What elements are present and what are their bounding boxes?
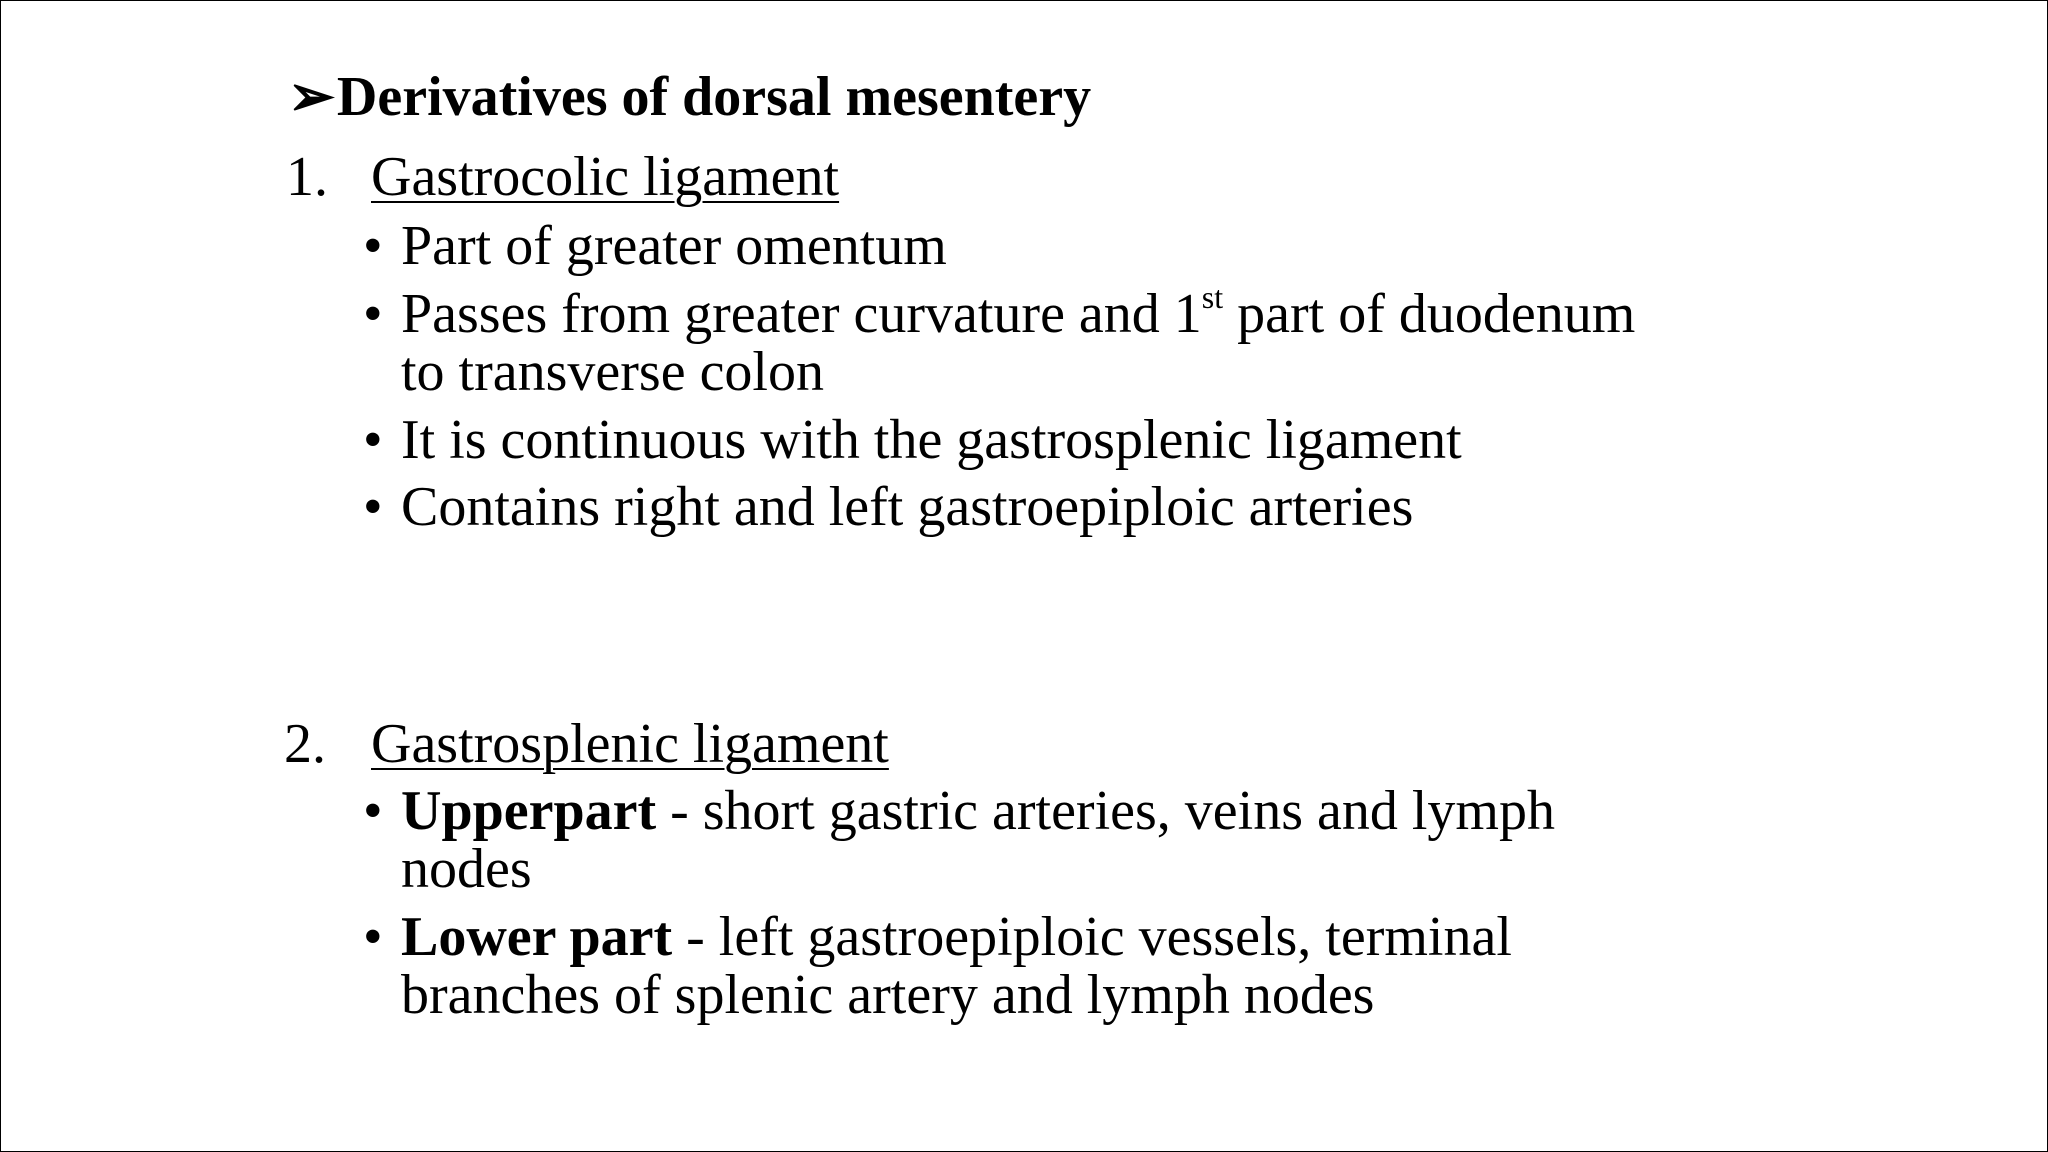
bullet-text [401,279,1801,403]
bullet-text-part: - left gastroepiploic vessels, terminal [672,906,1512,968]
bullet-icon: • [363,476,383,538]
bullet-text-part: Passes from greater curvature and 1 [401,283,1202,345]
bullet-icon: • [363,283,383,345]
bullet-text-continuation: to transverse colon [401,341,824,403]
bullet-text-part: - short gastric arteries, veins and lymph [656,780,1555,842]
bullet-icon: • [363,409,383,471]
bullet-text-continuation: nodes [401,838,532,900]
bullet-icon: • [363,906,383,968]
bullet-bold-label: Upperpart [401,780,657,842]
bullet-icon: • [363,780,383,842]
bullet-text [401,908,1801,1024]
bullet-bold-label: Lower part [401,906,673,968]
superscript: st [1201,279,1224,316]
list-title: Gastrocolic ligament [371,146,840,208]
bullet-text: It is continuous with the gastrosplenic ligament [401,409,1462,471]
bullet-text: Part of greater omentum [401,215,947,277]
heading-text: Derivatives of dorsal mesentery [336,66,1092,128]
bullet-text: Contains right and left gastroepiploic arteries [401,476,1414,538]
bullet-text-continuation: branches of splenic artery and lymph nodes [401,964,1375,1026]
arrow-bullet-icon: ➢ [288,66,335,128]
list-number: 2. [284,713,326,775]
list-number: 1. [286,146,328,208]
bullet-text [401,782,1801,898]
bullet-icon: • [363,215,383,277]
list-title: Gastrosplenic ligament [371,713,889,775]
bullet-text-part: part of duodenum [1223,283,1636,345]
slide-heading [288,63,1091,131]
